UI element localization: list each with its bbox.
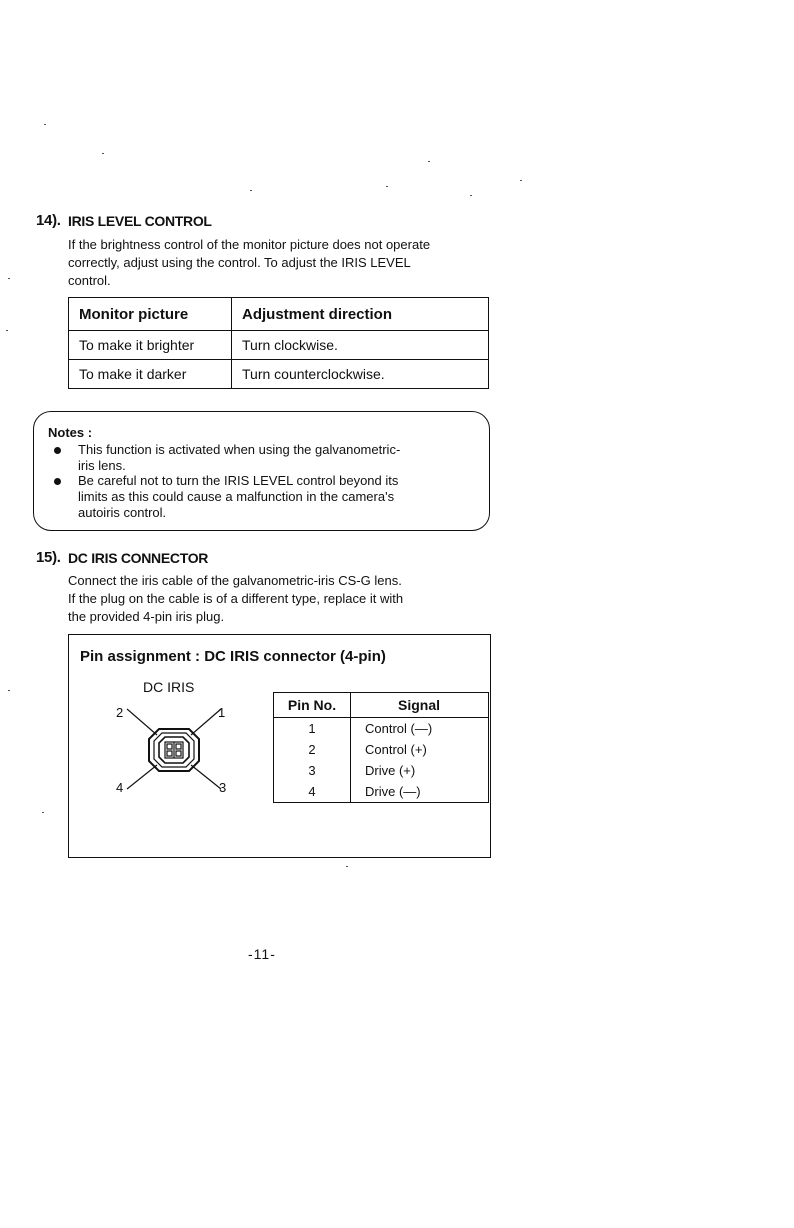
scan-speck: [386, 186, 388, 187]
body-line: If the brightness control of the monitor picture does not operate: [68, 237, 431, 252]
table-row: [274, 781, 489, 803]
notes-heading: Notes :: [48, 425, 93, 440]
table-header-row: [274, 693, 489, 718]
table-cell: 3: [274, 760, 351, 781]
scan-speck: [42, 812, 44, 813]
notes-box: [33, 411, 490, 531]
note-line: This function is activated when using the galvanometric-: [78, 442, 401, 457]
scan-speck: [6, 330, 8, 331]
pin-lead-line: [191, 765, 221, 789]
adjustment-table: [68, 297, 489, 389]
section-14-body: [68, 236, 498, 290]
pin-label: 2: [116, 705, 124, 720]
table-row: [274, 760, 489, 781]
pin-assignment-box: [68, 634, 491, 858]
note-line: autoiris control.: [78, 505, 167, 520]
scan-speck: [428, 161, 430, 162]
pin-label: 4: [116, 780, 124, 795]
scan-speck: [44, 124, 46, 125]
section-14-number: 14).: [36, 212, 61, 229]
table-row: [69, 360, 489, 389]
scan-speck: [470, 195, 472, 196]
table-header: Adjustment direction: [232, 298, 489, 331]
table-cell: Control (+): [351, 739, 489, 760]
body-line: If the plug on the cable is of a different type, replace it with: [68, 591, 404, 606]
bullet-icon: [54, 447, 61, 454]
scan-speck: [520, 180, 522, 181]
table-cell: 4: [274, 781, 351, 803]
table-header: Signal: [351, 693, 489, 718]
table-cell: To make it brighter: [69, 331, 232, 360]
pin-lead-line: [127, 765, 157, 789]
table-row: [69, 331, 489, 360]
note-item: [78, 442, 478, 474]
pin-lead-line: [127, 709, 157, 735]
page-number: -11-: [248, 946, 276, 962]
table-row: [274, 739, 489, 760]
table-header: Pin No.: [274, 693, 351, 718]
section-15-number: 15).: [36, 549, 61, 566]
scan-speck: [8, 278, 10, 279]
body-line: correctly, adjust using the control. To adjust the IRIS LEVEL: [68, 255, 411, 270]
pin-assignment-title: Pin assignment : DC IRIS connector (4-pin): [80, 648, 386, 665]
body-line: control.: [68, 273, 111, 288]
note-line: iris lens.: [78, 458, 126, 473]
note-line: limits as this could cause a malfunction in the camera's: [78, 489, 395, 504]
table-cell: 1: [274, 718, 351, 740]
table-cell: Turn counterclockwise.: [232, 360, 489, 389]
scan-speck: [102, 153, 104, 154]
section-14-title: IRIS LEVEL CONTROL: [68, 213, 212, 229]
scan-speck: [250, 190, 252, 191]
connector-label: DC IRIS: [143, 679, 195, 695]
scan-speck: [346, 866, 348, 867]
scan-speck: [8, 690, 10, 691]
pin-table: [273, 692, 489, 803]
section-15-body: [68, 572, 498, 626]
note-item: [78, 473, 478, 521]
bullet-icon: [54, 478, 61, 485]
pin-label: 3: [219, 780, 227, 795]
note-line: Be careful not to turn the IRIS LEVEL control beyond its: [78, 473, 399, 488]
table-cell: Drive (+): [351, 760, 489, 781]
pin-label: 1: [218, 705, 226, 720]
table-cell: 2: [274, 739, 351, 760]
table-row: [274, 718, 489, 740]
table-header: Monitor picture: [69, 298, 232, 331]
section-15-title: DC IRIS CONNECTOR: [68, 550, 209, 566]
table-header-row: [69, 298, 489, 331]
table-cell: Control (—): [351, 718, 489, 740]
table-cell: To make it darker: [69, 360, 232, 389]
body-line: Connect the iris cable of the galvanometric-iris CS-G lens.: [68, 573, 402, 588]
table-cell: Turn clockwise.: [232, 331, 489, 360]
table-cell: Drive (—): [351, 781, 489, 803]
pin-lead-line: [191, 709, 221, 735]
body-line: the provided 4-pin iris plug.: [68, 609, 225, 624]
